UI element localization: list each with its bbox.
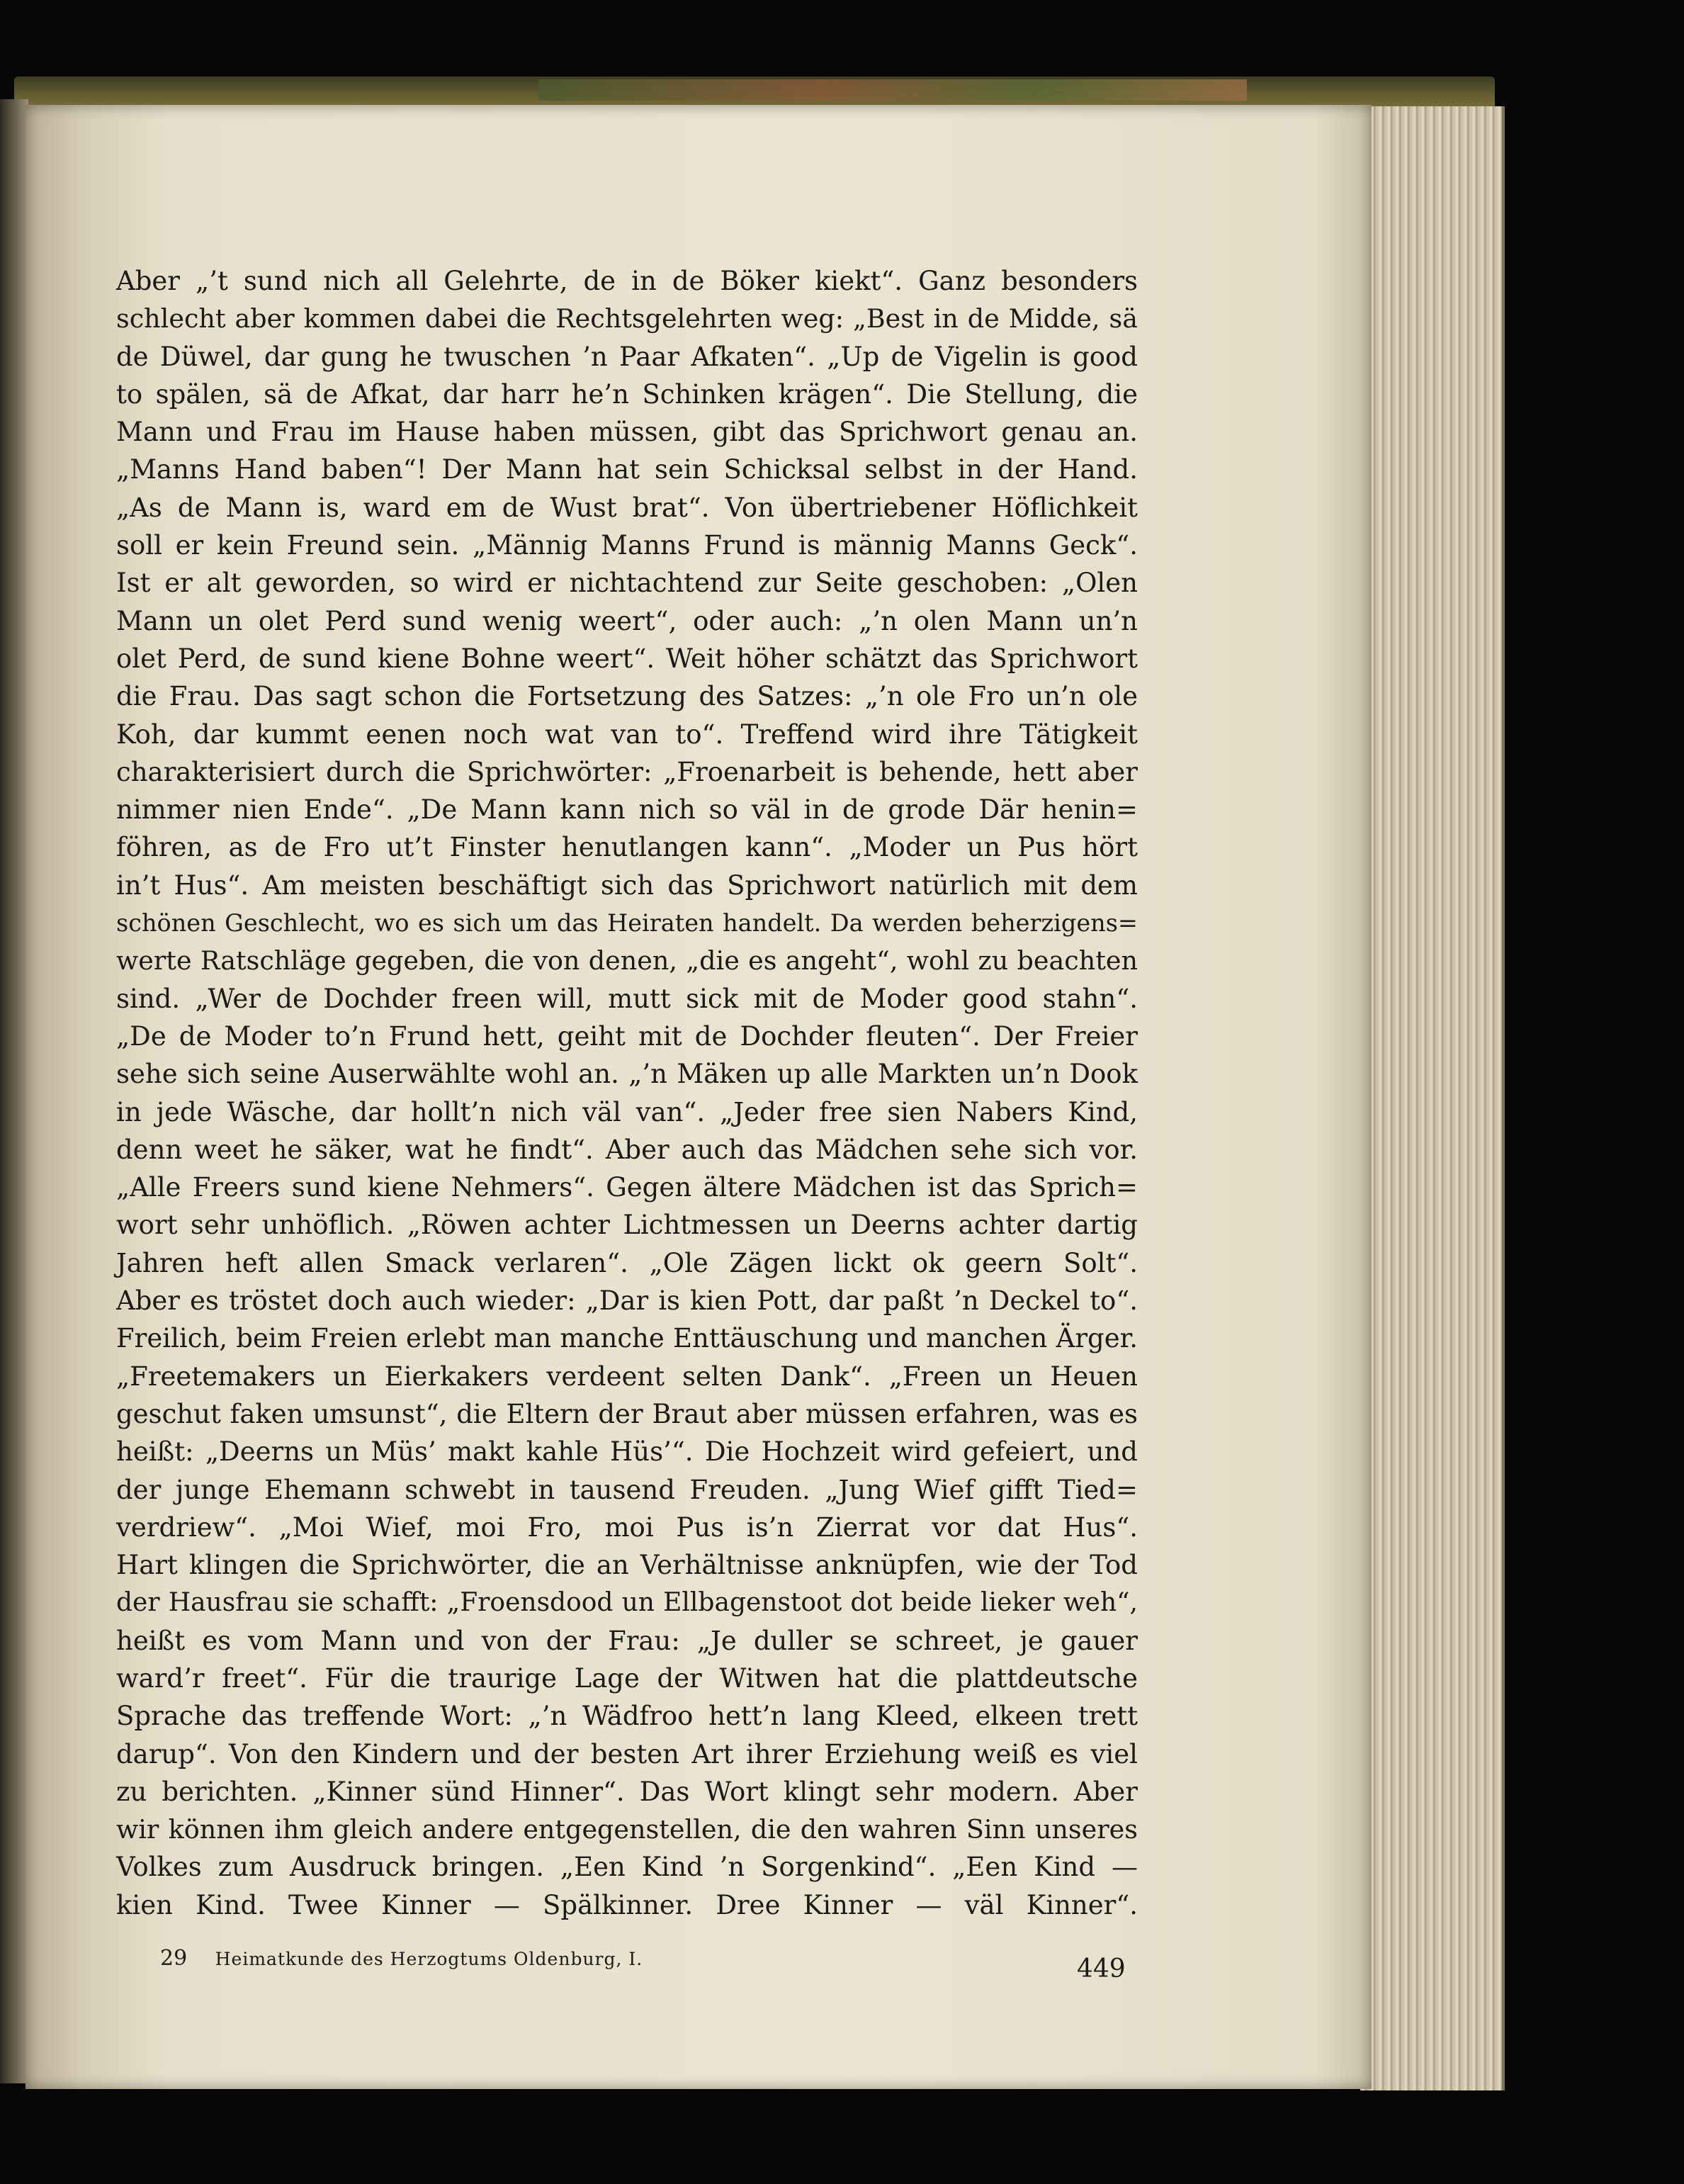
- text-line: ward’r freet“. Für die traurige Lage der Witwen hat die plattdeutsche: [116, 1662, 1138, 1694]
- text-line: geschut faken umsunst“, die Eltern der Braut aber müssen erfahren, was es: [116, 1398, 1138, 1429]
- text-line: der Hausfrau sie schafft: „Froensdood un Ellbagenstoot dot beide lieker weh“,: [116, 1588, 1138, 1618]
- text-line: to spälen, sä de Afkat, dar harr he’n Schinken krägen“. Die Stellung, die: [116, 378, 1138, 410]
- text-line: olet Perd, de sund kiene Bohne weert“. Weit höher schätzt das Sprichwort: [116, 643, 1138, 674]
- text-line: „Alle Freers sund kiene Nehmers“. Gegen ältere Mädchen ist das Sprich=: [116, 1172, 1138, 1203]
- text-line: wort sehr unhöflich. „Röwen achter Lichtmessen un Deerns achter dartig: [116, 1210, 1138, 1241]
- text-line: Sprache das treffende Wort: „’n Wädfroo hett’n lang Kleed, elkeen trett: [116, 1701, 1138, 1732]
- text-line: denn weet he säker, wat he findt“. Aber auch das Mädchen sehe sich vor.: [116, 1134, 1138, 1165]
- footer-title: Heimatkunde des Herzogtums Oldenburg, I.: [215, 1949, 643, 1969]
- text-line: Mann und Frau im Hause haben müssen, gibt das Sprichwort genau an.: [116, 417, 1138, 448]
- book-page: [26, 105, 1372, 2089]
- text-line: „De de Moder to’n Frund hett, geiht mit de Dochder fleuten“. Der Freier: [116, 1020, 1138, 1052]
- text-line: wir können ihm gleich andere entgegenstellen, die den wahren Sinn unseres: [116, 1814, 1138, 1845]
- text-line: kien Kind. Twee Kinner — Spälkinner. Dree Kinner — väl Kinner“.: [116, 1889, 1138, 1920]
- page-number: 449: [1077, 1954, 1126, 1983]
- text-line: de Düwel, dar gung he twuschen ’n Paar Afkaten“. „Up de Vigelin is good: [116, 341, 1138, 372]
- text-line: charakterisiert durch die Sprichwörter: „Froenarbeit is behende, hett aber: [116, 756, 1138, 787]
- body-text: [116, 262, 1138, 1924]
- text-line: föhren, as de Fro ut’t Finster henutlangen kann“. „Moder un Pus hört: [116, 832, 1138, 863]
- cover-decoration: [538, 79, 1247, 101]
- signature-mark: 29: [160, 1946, 188, 1971]
- text-line: Mann un olet Perd sund wenig weert“, oder auch: „’n olen Mann un’n: [116, 605, 1138, 636]
- text-line: zu berichten. „Kinner sünd Hinner“. Das Wort klingt sehr modern. Aber: [116, 1776, 1138, 1807]
- text-line: in jede Wäsche, dar hollt’n nich väl van“. „Jeder free sien Nabers Kind,: [116, 1096, 1138, 1127]
- page-stack-edge: [1360, 106, 1505, 2090]
- text-line: verdriew“. „Moi Wief, moi Fro, moi Pus is’n Zierrat vor dat Hus“.: [116, 1512, 1138, 1543]
- text-line: schönen Geschlecht, wo es sich um das Heiraten handelt. Da werden beherzigens=: [116, 909, 1138, 938]
- text-line: Aber „’t sund nich all Gelehrte, de in de Böker kiekt“. Ganz besonders: [116, 266, 1138, 296]
- text-line: sehe sich seine Auserwählte wohl an. „’n Mäken up alle Markten un’n Dook: [116, 1059, 1138, 1090]
- text-line: Jahren heft allen Smack verlaren“. „Ole Zägen lickt ok geern Solt“.: [116, 1247, 1138, 1278]
- text-line: werte Ratschläge gegeben, die von denen, „die es angeht“, wohl zu beachten: [116, 945, 1138, 976]
- text-line: darup“. Von den Kindern und der besten Art ihrer Erziehung weiß es viel: [116, 1738, 1138, 1769]
- text-line: soll er kein Freund sein. „Männig Manns Frund is männig Manns Geck“.: [116, 530, 1138, 561]
- text-line: Freilich, beim Freien erlebt man manche Enttäuschung und manchen Ärger.: [116, 1323, 1138, 1354]
- left-page-edge: [0, 99, 28, 2083]
- text-line: der junge Ehemann schwebt in tausend Freuden. „Jung Wief gifft Tied=: [116, 1474, 1138, 1505]
- text-line: heißt es vom Mann und von der Frau: „Je duller se schreet, je gauer: [116, 1625, 1138, 1656]
- text-line: die Frau. Das sagt schon die Fortsetzung des Satzes: „’n ole Fro un’n ole: [116, 681, 1138, 712]
- text-line: „Freetemakers un Eierkakers verdeent selten Dank“. „Freen un Heuen: [116, 1361, 1138, 1392]
- text-line: schlecht aber kommen dabei die Rechtsgelehrten weg: „Best in de Midde, sä: [116, 303, 1138, 334]
- text-line: Ist er alt geworden, so wird er nichtachtend zur Seite geschoben: „Olen: [116, 568, 1138, 599]
- text-line: Volkes zum Ausdruck bringen. „Een Kind ’n Sorgenkind“. „Een Kind —: [116, 1852, 1138, 1883]
- text-line: Hart klingen die Sprichwörter, die an Verhältnisse anknüpfen, wie der Tod: [116, 1550, 1138, 1581]
- text-line: heißt: „Deerns un Müs’ makt kahle Hüs’“. Die Hochzeit wird gefeiert, und: [116, 1436, 1138, 1468]
- text-line: nimmer nien Ende“. „De Mann kann nich so väl in de grode Där henin=: [116, 794, 1138, 826]
- page-footer: [160, 1946, 643, 1971]
- text-line: Aber es tröstet doch auch wieder: „Dar is kien Pott, dar paßt ’n Deckel to“.: [116, 1285, 1138, 1317]
- text-line: sind. „Wer de Dochder freen will, mutt sick mit de Moder good stahn“.: [116, 983, 1138, 1014]
- text-line: Koh, dar kummt eenen noch wat van to“. Treffend wird ihre Tätigkeit: [116, 719, 1138, 750]
- text-line: in’t Hus“. Am meisten beschäftigt sich das Sprichwort natürlich mit dem: [116, 869, 1138, 901]
- text-line: „Manns Hand baben“! Der Mann hat sein Schicksal selbst in der Hand.: [116, 454, 1138, 485]
- text-line: „As de Mann is, ward em de Wust brat“. Von übertriebener Höflichkeit: [116, 492, 1138, 523]
